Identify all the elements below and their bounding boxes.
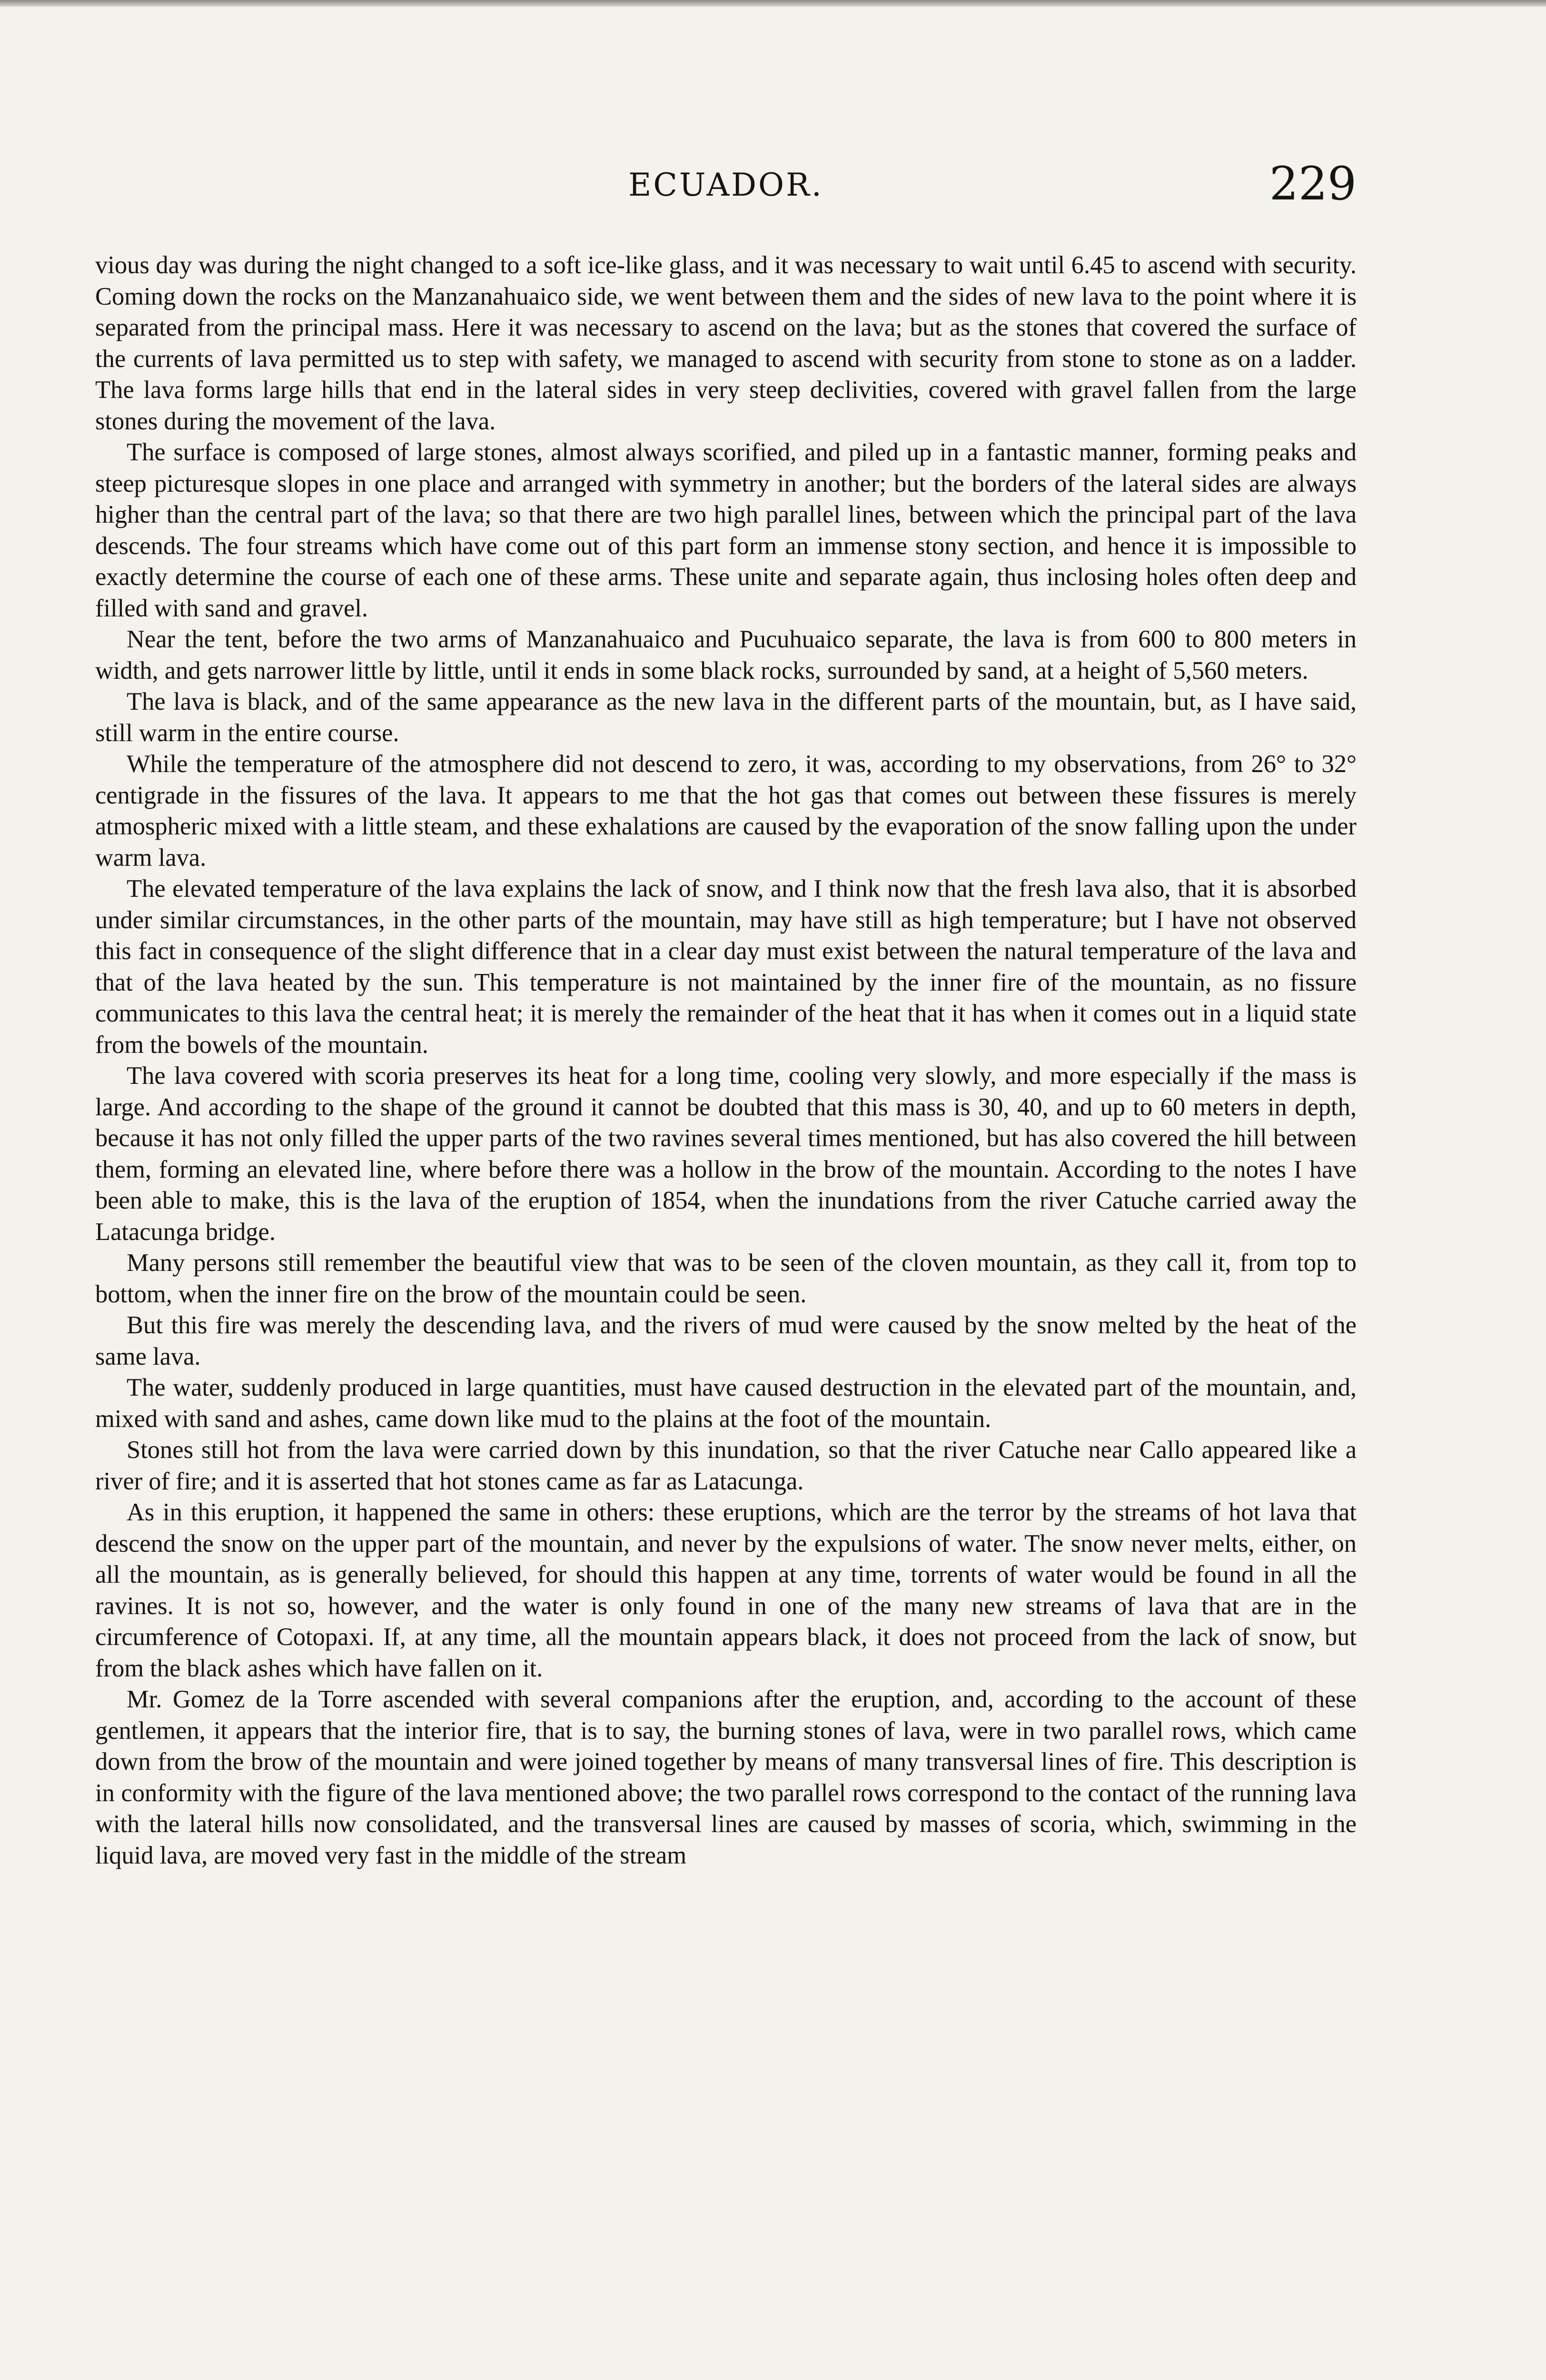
running-head: ECUADOR. [628, 167, 823, 203]
body-text [95, 250, 1357, 1871]
paragraph: Stones still hot from the lava were carried down by this inundation, so that the river Catuche near Callo appeared like a river of fire; and it is asserted that hot stones came as far as Latacunga. [95, 1436, 1357, 1495]
page-number: 229 [1269, 157, 1357, 210]
paragraph: The elevated temperature of the lava explains the lack of snow, and I think now that the fresh lava also, that it is absorbed under similar circumstances, in the other parts of the mountain, may have still as high temperature; but I have not observed this fact in consequence of the slight difference that in a clear day must exist between the natural temperature of the lava and that of the lava heated by the sun. This temperature is not maintained by the inner fire of the mountain, as no fissure communicates to this lava the central heat; it is merely the remainder of the heat that it has when it comes out in a liquid state from the bowels of the mountain. [95, 875, 1357, 1059]
paragraph: As in this eruption, it happened the same in others: these eruptions, which are the terror by the streams of hot lava that descend the snow on the upper part of the mountain, and never by the expulsions of water. The snow never melts, either, on all the mountain, as is generally believed, for should this happen at any time, torrents of water would be found in all the ravines. It is not so, however, and the water is only found in one of the many new streams of lava that are in the circumference of Cotopaxi. If, at any time, all the mountain appears black, it does not proceed from the lack of snow, but from the black ashes which have fallen on it. [95, 1498, 1357, 1682]
paragraph: The lava is black, and of the same appearance as the new lava in the different parts of the mountain, but, as I have said, still warm in the entire course. [95, 688, 1357, 747]
paragraph: Many persons still remember the beautiful view that was to be seen of the cloven mountain, as they call it, from top to bottom, when the inner fire on the brow of the mountain could be seen. [95, 1249, 1357, 1308]
paragraph: Mr. Gomez de la Torre ascended with several companions after the eruption, and, according to the account of these gentlemen, it appears that the interior fire, that is to say, the burning stones of lava, were in two parallel rows, which came down from the brow of the mountain and were joined together by means of many transversal lines of fire. This description is in conformity with the figure of the lava mentioned above; the two parallel rows correspond to the contact of the running lava with the lateral hills now consolidated, and the transversal lines are caused by masses of scoria, which, swimming in the liquid lava, are moved very fast in the middle of the stream [95, 1686, 1357, 1869]
scan-top-edge [0, 0, 1546, 7]
paragraph: But this fire was merely the descending lava, and the rivers of mud were caused by the snow melted by the heat of the same lava. [95, 1311, 1357, 1370]
paragraph: The surface is composed of large stones, almost always scorified, and piled up in a fantastic manner, forming peaks and steep picturesque slopes in one place and arranged with symmetry in another; but the borders of the lateral sides are always higher than the central part of the lava; so that there are two high parallel lines, between which the principal part of the lava descends. The four streams which have come out of this part form an immense stony section, and hence it is impossible to exactly determine the course of each one of these arms. These unite and separate again, thus inclosing holes often deep and filled with sand and gravel. [95, 438, 1357, 622]
paragraph: While the temperature of the atmosphere did not descend to zero, it was, according to my observations, from 26° to 32° centigrade in the fissures of the lava. It appears to me that the hot gas that comes out between these fissures is merely atmospheric mixed with a little steam, and these exhalations are caused by the evaporation of the snow falling upon the under warm lava. [95, 750, 1357, 872]
paragraph: The water, suddenly produced in large quantities, must have caused destruction in the elevated part of the mountain, and, mixed with sand and ashes, came down like mud to the plains at the foot of the mountain. [95, 1374, 1357, 1433]
paragraph: The lava covered with scoria preserves its heat for a long time, cooling very slowly, and more especially if the mass is large. And according to the shape of the ground it cannot be doubted that this mass is 30, 40, and up to 60 meters in depth, because it has not only filled the upper parts of the two ravines several times mentioned, but has also covered the hill between them, forming an elevated line, where before there was a hollow in the brow of the mountain. According to the notes I have been able to make, this is the lava of the eruption of 1854, when the inundations from the river Catuche carried away the Latacunga bridge. [95, 1062, 1357, 1246]
paragraph: Near the tent, before the two arms of Manzanahuaico and Pucuhuaico separate, the lava is from 600 to 800 meters in width, and gets narrower little by little, until it ends in some black rocks, surrounded by sand, at a height of 5,560 meters. [95, 625, 1357, 684]
paragraph: vious day was during the night changed to a soft ice-like glass, and it was necessary to wait until 6.45 to ascend with security. Coming down the rocks on the Manzanahuaico side, we went between them and the sides of new lava to the point where it is separated from the principal mass. Here it was necessary to ascend on the lava; but as the stones that covered the surface of the currents of lava permitted us to step with safety, we managed to ascend with security from stone to stone as on a ladder. The lava forms large hills that end in the lateral sides in very steep declivities, covered with gravel fallen from the large stones during the movement of the lava. [95, 251, 1357, 435]
page-header [95, 157, 1357, 214]
